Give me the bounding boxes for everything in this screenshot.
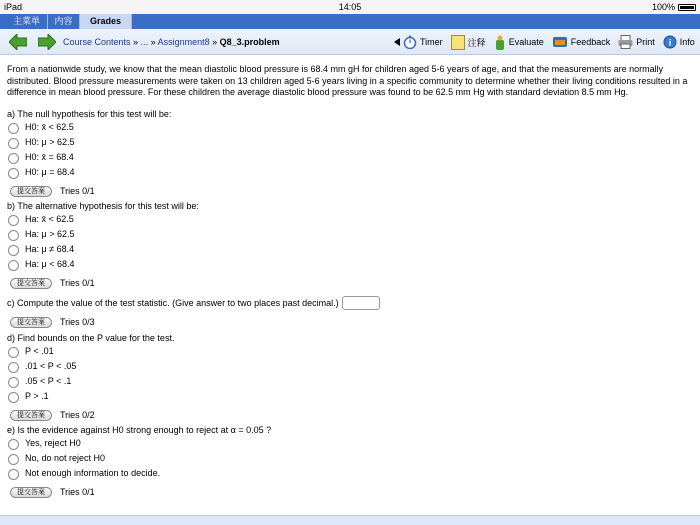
- option-label: No, do not reject H0: [25, 453, 106, 464]
- radio-button[interactable]: [8, 362, 19, 373]
- notes-button[interactable]: [451, 35, 486, 50]
- question-c: [7, 294, 693, 331]
- problem-content: [7, 64, 693, 501]
- option-row[interactable]: [7, 121, 693, 136]
- option-row[interactable]: [7, 151, 693, 166]
- test-statistic-input[interactable]: [342, 296, 380, 310]
- radio-button[interactable]: [8, 439, 19, 450]
- submit-answer-button[interactable]: 提交答案: [10, 278, 52, 289]
- option-row[interactable]: [7, 228, 693, 243]
- stopwatch-icon: [403, 35, 417, 49]
- option-row[interactable]: [7, 437, 693, 452]
- question-d: [7, 332, 693, 424]
- breadcrumb: [63, 37, 280, 47]
- submit-answer-button[interactable]: 提交答案: [10, 317, 52, 328]
- option-label: Yes, reject H0: [25, 438, 81, 449]
- feedback-button[interactable]: [552, 35, 611, 49]
- problem-intro: From a nationwide study, we know that the mean diastolic blood pressure is 68.4 mm gH for children aged 5-6 years of age, and that the measurements are normally distributed. Blood pressure measurements were taken on 13 children aged 5-6 years living in a specific community to determine whether their living conditions resulted in a difference in mean blood pressure. For these children the average diastolic blood pressure was found to be 62.5 mm Hg with standard deviation 8.5 mm Hg.: [7, 64, 688, 97]
- print-button[interactable]: [618, 35, 655, 49]
- option-row[interactable]: [7, 136, 693, 151]
- radio-button[interactable]: [8, 215, 19, 226]
- option-label: Ha: μ > 62.5: [25, 229, 75, 240]
- radio-button[interactable]: [8, 230, 19, 241]
- question-c-text: c) Compute the value of the test statistic. (Give answer to two places past decimal.): [7, 297, 339, 308]
- option-label: H0: x̄ < 62.5: [25, 122, 74, 133]
- radio-button[interactable]: [8, 454, 19, 465]
- breadcrumb-assignment[interactable]: Assignment8: [157, 37, 210, 47]
- option-label: Ha: μ ≠ 68.4: [25, 244, 75, 255]
- option-row[interactable]: [7, 345, 693, 360]
- svg-text:i: i: [668, 37, 672, 48]
- question-b: [7, 200, 693, 292]
- question-a-text: a) The null hypothesis for this test will be:: [7, 108, 172, 119]
- breadcrumb-ellipsis[interactable]: ...: [140, 37, 149, 47]
- breadcrumb-separator: »: [148, 37, 158, 47]
- radio-button[interactable]: [8, 138, 19, 149]
- option-label: .05 < P < .1: [25, 376, 72, 387]
- battery-indicator: [652, 2, 696, 12]
- tries-counter: Tries 0/1: [60, 185, 95, 196]
- submit-answer-button[interactable]: 提交答案: [10, 410, 52, 421]
- breadcrumb-separator: »: [130, 37, 141, 47]
- radio-button[interactable]: [8, 347, 19, 358]
- breadcrumb-separator: »: [209, 37, 220, 47]
- option-label: H0: μ > 62.5: [25, 137, 75, 148]
- radio-button[interactable]: [8, 377, 19, 388]
- print-label: Print: [636, 37, 655, 47]
- option-row[interactable]: [7, 258, 693, 273]
- option-label: Ha: x̄ < 62.5: [25, 214, 74, 225]
- radio-button[interactable]: [8, 260, 19, 271]
- feedback-label: Feedback: [570, 37, 611, 47]
- option-row[interactable]: [7, 452, 693, 467]
- toolbar: [0, 29, 700, 55]
- option-label: H0: x̄ = 68.4: [25, 152, 74, 163]
- caret-left-icon: [394, 38, 400, 46]
- radio-button[interactable]: [8, 245, 19, 256]
- info-label: Info: [679, 37, 695, 47]
- info-icon: [663, 35, 677, 49]
- option-row[interactable]: [7, 166, 693, 181]
- question-a: [7, 108, 693, 200]
- tries-counter: Tries 0/1: [60, 277, 95, 288]
- battery-percent: 100%: [651, 2, 675, 12]
- option-row[interactable]: [7, 390, 693, 405]
- evaluate-button[interactable]: [494, 35, 544, 50]
- breadcrumb-course-contents[interactable]: Course Contents: [63, 37, 131, 47]
- timer-button[interactable]: [394, 35, 443, 49]
- info-button[interactable]: [663, 35, 695, 49]
- option-label: Ha: μ < 68.4: [25, 259, 75, 270]
- option-row[interactable]: [7, 467, 693, 482]
- radio-button[interactable]: [8, 123, 19, 134]
- radio-button[interactable]: [8, 168, 19, 179]
- status-bar: [0, 0, 700, 14]
- option-row[interactable]: [7, 375, 693, 390]
- option-label: .01 < P < .05: [25, 361, 77, 372]
- option-label: Not enough information to decide.: [25, 468, 161, 479]
- notes-label: 注释: [467, 37, 486, 48]
- option-label: P < .01: [25, 346, 54, 357]
- printer-icon: [618, 35, 633, 49]
- tries-counter: Tries 0/1: [60, 486, 95, 497]
- feedback-icon: [552, 35, 568, 49]
- clock: 14:05: [338, 2, 362, 12]
- radio-button[interactable]: [8, 153, 19, 164]
- option-label: P > .1: [25, 391, 49, 402]
- note-icon: [451, 35, 465, 50]
- back-arrow-icon[interactable]: [9, 34, 27, 50]
- evaluate-icon: [494, 35, 506, 50]
- submit-answer-button[interactable]: 提交答案: [10, 186, 52, 197]
- evaluate-label: Evaluate: [508, 37, 544, 47]
- top-tab-bar: [0, 14, 700, 29]
- bottom-bar: [0, 515, 700, 525]
- battery-icon: [678, 4, 696, 11]
- tab-grades[interactable]: Grades: [80, 14, 132, 29]
- tab-main-menu[interactable]: 主菜单: [6, 14, 48, 29]
- question-e: [7, 424, 693, 501]
- question-d-text: d) Find bounds on the P value for the test.: [7, 332, 175, 343]
- timer-label: Timer: [420, 37, 443, 47]
- option-label: H0: μ = 68.4: [25, 167, 75, 178]
- radio-button[interactable]: [8, 392, 19, 403]
- option-row[interactable]: [7, 243, 693, 258]
- question-b-text: b) The alternative hypothesis for this test will be:: [7, 200, 199, 211]
- toolbar-tools: [394, 34, 700, 50]
- tab-contents[interactable]: 内容: [48, 14, 80, 29]
- device-label: iPad: [4, 2, 23, 12]
- tries-counter: Tries 0/2: [60, 409, 95, 420]
- submit-answer-button[interactable]: 提交答案: [10, 487, 52, 498]
- tries-counter: Tries 0/3: [60, 316, 95, 327]
- option-row[interactable]: [7, 360, 693, 375]
- breadcrumb-current: Q8_3.problem: [219, 37, 280, 47]
- question-e-text: e) Is the evidence against H0 strong enough to reject at α = 0.05 ?: [7, 424, 272, 435]
- forward-arrow-icon[interactable]: [38, 34, 56, 50]
- option-row[interactable]: [7, 213, 693, 228]
- radio-button[interactable]: [8, 469, 19, 480]
